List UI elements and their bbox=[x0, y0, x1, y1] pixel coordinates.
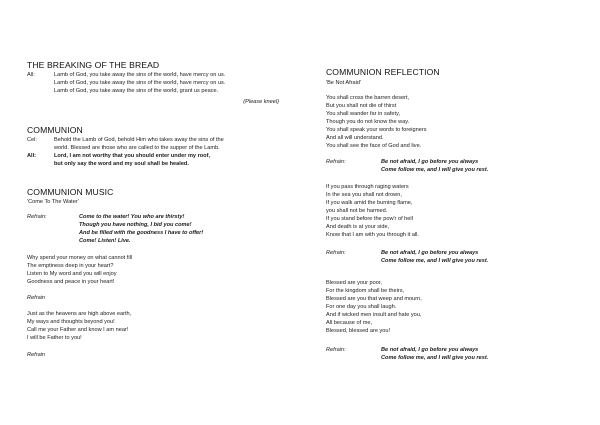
reflection-refrain-1-line-2: Come follow me, and I will give you rest. bbox=[381, 167, 489, 173]
reflection-verse2-line: And death is at your side, bbox=[326, 224, 390, 230]
music-verse1-line: The emptiness deep in your heart? bbox=[27, 263, 114, 269]
music-verse1-line: Listen to My word and you will enjoy bbox=[27, 271, 117, 277]
music-verse2-line: I will be Father to you! bbox=[27, 335, 82, 341]
reflection-verse3-line: For the kingdom shall be theirs, bbox=[326, 288, 405, 294]
reflection-verse2-line: you shall not be harmed. bbox=[326, 208, 388, 214]
reflection-verse3-line: All because of me, bbox=[326, 320, 373, 326]
reflection-song-name: 'Be Not Afraid' bbox=[326, 80, 362, 86]
breaking-title: THE BREAKING OF THE BREAD bbox=[27, 60, 160, 70]
music-song-name: 'Come To The Water' bbox=[27, 199, 79, 205]
refrain-label: Refrain: bbox=[27, 214, 47, 220]
music-title: COMMUNION MUSIC bbox=[27, 187, 114, 197]
music-refrain-cue: Refrain bbox=[27, 352, 46, 358]
reflection-verse2-line: If you pass through raging waters bbox=[326, 184, 409, 190]
reflection-title: COMMUNION REFLECTION bbox=[326, 67, 440, 77]
reflection-verse3-line: Blessed are you that weep and mourn, bbox=[326, 296, 422, 302]
music-refrain-line-2: Though you have nothing, I bid you come! bbox=[79, 222, 192, 228]
speaker-all: All: bbox=[27, 72, 35, 78]
speaker-all: All: bbox=[27, 153, 37, 159]
reflection-verse1-line: You shall speak your words to foreigners bbox=[326, 127, 427, 133]
reflection-verse2-line: Know that I am with you through it all. bbox=[326, 232, 419, 238]
reflection-refrain-2-line-2: Come follow me, and I will give you rest. bbox=[381, 258, 489, 264]
reflection-verse1-line: You shall see the face of God and live. bbox=[326, 143, 422, 149]
music-refrain-line-3: And be filled with the goodness I have to offer! bbox=[79, 230, 204, 236]
reflection-verse3-line: For one day you shall laugh. bbox=[326, 304, 397, 310]
refrain-label: Refrain: bbox=[326, 347, 346, 353]
music-refrain-cue: Refrain bbox=[27, 295, 46, 301]
reflection-verse3-line: And if wicked men insult and hate you, bbox=[326, 312, 422, 318]
kneel-rubric: (Please kneel) bbox=[243, 99, 279, 105]
booklet-page: THE BREAKING OF THE BREAD All: Lamb of God, you take away the sins of the world, have mercy on us. Lamb of God, you take away the sins of the world, have mercy on us. Lamb of God, you take away the sins of the world, grant us peace. (Please kneel) COMMUNION Cel: Behold the Lamb of God, behold Him who takes away the sins of the world. Blessed are those who are called to the supper of the Lamb. All: Lord, I am not worthy that you should enter under my roof, but only say the word and my soul shall be healed. COMMUNION MUSIC 'Come To The Water' Refrain: Come to the water! You who are thirsty! Though you have nothing, I bid you come! And be filled with the goodness I have to offer! Come! Listen! Live. Why spend your money on what cannot fill The emptiness deep in your heart? Listen to My word and you will enjoy Goodness and peace in your heart! Refrain Just as the heavens are high above earth, My ways and thoughts beyond you! Call me your Father and know I am near! I will be Father to you! Refrain COMMUNION REFLECTION 'Be Not Afraid' You shall cross the barren desert, But you shall not die of thirst You shall wander far in safety, Though you do not know the way. You shall speak your words to foreigners And all will understand. You shall see the face of God and live. Refrain: Be not afraid, I go before you always Come follow me, and I will give you rest. If you pass through raging waters In the sea you shall not drown, If you walk amid the burning flame, you shall not be harmed. If you stand before the pow'r of hell And death is at your side, Know that I am with you through it all. Refrain: Be not afraid, I go before you always Come follow me, and I will give you rest. Blessed are your poor, For the kingdom shall be theirs, Blessed are you that weep and mourn, For one day you shall laugh. And if wicked men insult and hate you, All because of me, Blessed, blessed are you! Refrain: Be not afraid, I go before you always Come follow me, and I will give you rest. bbox=[27, 60, 489, 361]
music-refrain-line-4: Come! Listen! Live. bbox=[79, 238, 131, 244]
reflection-verse1-line: But you shall not die of thirst bbox=[326, 103, 397, 109]
reflection-verse1-line: And all will understand. bbox=[326, 135, 384, 141]
reflection-verse1-line: You shall wander far in safety, bbox=[326, 111, 401, 117]
reflection-verse2-line: If you stand before the pow'r of hell bbox=[326, 216, 413, 222]
refrain-label: Refrain: bbox=[326, 159, 346, 165]
reflection-verse3-line: Blessed are your poor, bbox=[326, 280, 382, 286]
speaker-cel: Cel: bbox=[27, 137, 37, 143]
reflection-refrain-3-line-2: Come follow me, and I will give you rest. bbox=[381, 355, 489, 361]
communion-title: COMMUNION bbox=[27, 125, 83, 135]
music-verse1-line: Why spend your money on what cannot fill bbox=[27, 255, 133, 261]
music-verse2-line: My ways and thoughts beyond you! bbox=[27, 319, 115, 325]
refrain-label: Refrain: bbox=[326, 250, 346, 256]
music-verse1-line: Goodness and peace in your heart! bbox=[27, 279, 115, 285]
reflection-verse2-line: In the sea you shall not drown, bbox=[326, 192, 402, 198]
music-verse2-line: Just as the heavens are high above earth, bbox=[27, 311, 132, 317]
reflection-verse1-line: You shall cross the barren desert, bbox=[326, 95, 410, 101]
reflection-verse3-line: Blessed, blessed are you! bbox=[326, 328, 391, 334]
reflection-verse2-line: If you walk amid the burning flame, bbox=[326, 200, 413, 206]
reflection-verse1-line: Though you do not know the way. bbox=[326, 119, 410, 125]
music-verse2-line: Call me your Father and know I am near! bbox=[27, 327, 129, 333]
